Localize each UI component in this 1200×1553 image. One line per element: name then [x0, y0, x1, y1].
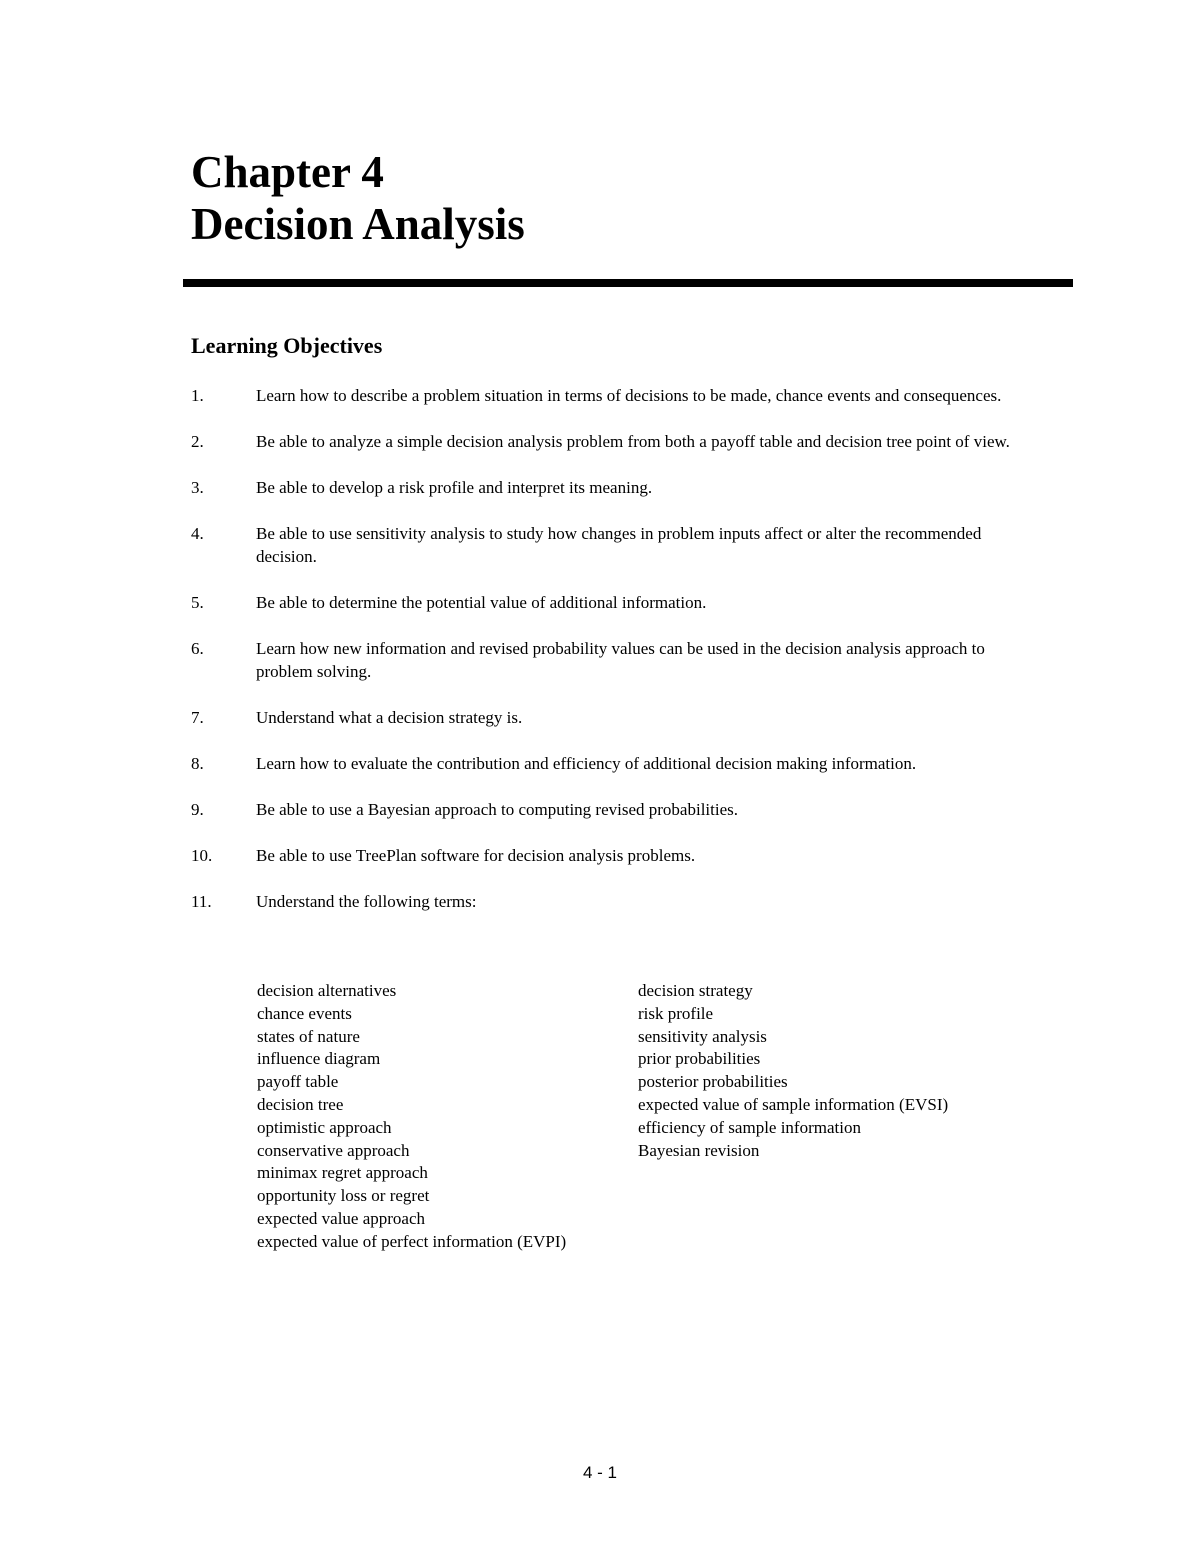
terms-list-right: [638, 980, 1038, 1162]
objective-text: Learn how to describe a problem situation in terms of decisions to be made, chance events and consequences.: [256, 386, 1002, 405]
list-item: [191, 384, 1041, 407]
objective-text: Understand what a decision strategy is.: [256, 708, 523, 727]
term-item: expected value of perfect information (EVPI): [257, 1231, 567, 1251]
term-item: Bayesian revision: [638, 1140, 760, 1160]
objective-number: 5.: [191, 593, 204, 612]
objective-number: 10.: [191, 846, 213, 865]
title-rule: [183, 279, 1073, 287]
term-item: posterior probabilities: [638, 1072, 788, 1092]
objective-text: Be able to develop a risk profile and interpret its meaning.: [256, 478, 653, 497]
term-item: expected value of sample information (EVSI): [638, 1094, 949, 1114]
term-item: decision strategy: [638, 981, 753, 1000]
term-item: influence diagram: [257, 1049, 381, 1069]
objective-text: Be able to use a Bayesian approach to computing revised probabilities.: [256, 800, 739, 819]
objective-text: Learn how new information and revised probability values can be used in the decision analysis approach to problem solving.: [256, 639, 985, 681]
list-item: [191, 798, 1041, 821]
term-item: decision tree: [257, 1094, 344, 1114]
objective-text: Be able to use TreePlan software for decision analysis problems.: [256, 846, 696, 865]
term-item: opportunity loss or regret: [257, 1186, 430, 1206]
list-item: [191, 637, 1041, 683]
term-item: chance events: [257, 1003, 352, 1023]
term-item: decision alternatives: [257, 981, 397, 1000]
objective-number: 8.: [191, 754, 204, 773]
term-item: expected value approach: [257, 1208, 426, 1228]
objective-text: Be able to use sensitivity analysis to study how changes in problem inputs affect or alter the recommended decision.: [256, 524, 982, 566]
list-item: [191, 522, 1041, 568]
list-item: [191, 476, 1041, 499]
objective-number: 7.: [191, 708, 204, 727]
terms-list-left: [257, 980, 627, 1254]
term-item: risk profile: [638, 1003, 714, 1023]
objective-text: Be able to determine the potential value of additional information.: [256, 593, 707, 612]
list-item: [191, 890, 1041, 913]
objective-number: 2.: [191, 432, 204, 451]
objective-number: 3.: [191, 478, 204, 497]
term-item: minimax regret approach: [257, 1163, 428, 1183]
term-item: states of nature: [257, 1026, 360, 1046]
chapter-name: Decision Analysis: [191, 199, 525, 249]
objective-number: 1.: [191, 386, 204, 405]
objective-text: Learn how to evaluate the contribution and efficiency of additional decision making information.: [256, 754, 917, 773]
term-item: prior probabilities: [638, 1049, 761, 1069]
term-item: optimistic approach: [257, 1117, 392, 1137]
term-item: efficiency of sample information: [638, 1117, 861, 1137]
list-item: [191, 430, 1041, 453]
list-item: [191, 706, 1041, 729]
objective-text: Understand the following terms:: [256, 892, 477, 911]
list-item: [191, 752, 1041, 775]
section-heading: Learning Objectives: [191, 333, 383, 358]
term-item: sensitivity analysis: [638, 1026, 767, 1046]
objective-number: 11.: [191, 892, 212, 911]
objectives-list: [191, 384, 1041, 936]
term-item: conservative approach: [257, 1140, 410, 1160]
term-item: payoff table: [257, 1072, 339, 1092]
list-item: [191, 844, 1041, 867]
objective-text: Be able to analyze a simple decision analysis problem from both a payoff table and decision tree point of view.: [256, 432, 1010, 451]
list-item: [191, 591, 1041, 614]
page-number: 4 - 1: [582, 1463, 618, 1482]
chapter-number: Chapter 4: [191, 147, 384, 197]
objective-number: 4.: [191, 524, 204, 543]
objective-number: 9.: [191, 800, 204, 819]
objective-number: 6.: [191, 639, 204, 658]
chapter-title: [191, 146, 525, 250]
